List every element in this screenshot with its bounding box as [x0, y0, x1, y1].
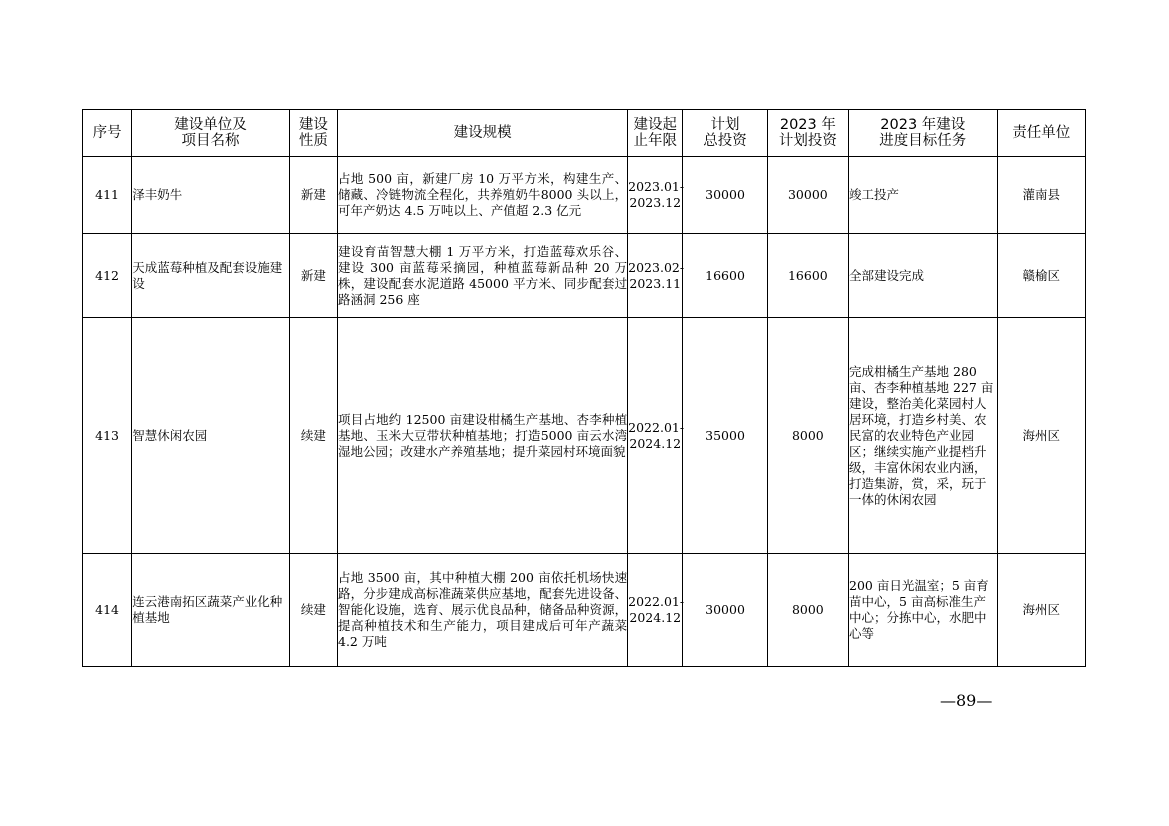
cell-seq: 414 [83, 554, 132, 667]
cell-plan-2023: 8000 [767, 318, 848, 554]
cell-nature: 续建 [289, 554, 337, 667]
cell-project-name: 天成蓝莓种植及配套设施建设 [132, 234, 290, 318]
cell-project-name: 泽丰奶牛 [132, 157, 290, 234]
cell-target: 竣工投产 [849, 157, 998, 234]
table-row [83, 318, 1086, 554]
cell-period: 2022.01- 2024.12 [628, 554, 683, 667]
header-seq: 序号 [83, 110, 132, 157]
table-row [83, 157, 1086, 234]
cell-seq: 412 [83, 234, 132, 318]
cell-nature: 续建 [289, 318, 337, 554]
header-unit-name: 建设单位及 项目名称 [132, 110, 290, 157]
cell-period: 2022.01- 2024.12 [628, 318, 683, 554]
cell-plan-2023: 8000 [767, 554, 848, 667]
cell-total-investment: 30000 [683, 157, 767, 234]
cell-nature: 新建 [289, 157, 337, 234]
cell-scale: 建设育苗智慧大棚 1 万平方米，打造蓝莓欢乐谷、建设 300 亩蓝莓采摘园，种植蓝莓新品种 20 万株，建设配套水泥道路 45000 平方米、同步配套过路涵洞 256 座 [338, 234, 628, 318]
cell-period: 2023.02- 2023.11 [628, 234, 683, 318]
header-responsible: 责任单位 [997, 110, 1085, 157]
cell-responsible: 海州区 [997, 554, 1085, 667]
table-header-row [83, 110, 1086, 157]
cell-plan-2023: 16600 [767, 234, 848, 318]
header-plan-2023: 2023 年 计划投资 [767, 110, 848, 157]
cell-seq: 413 [83, 318, 132, 554]
cell-scale: 占地 500 亩，新建厂房 10 万平方米，构建生产、储藏、冷链物流全程化，共养殖奶牛8000 头以上，可年产奶达 4.5 万吨以上、产值超 2.3 亿元 [338, 157, 628, 234]
header-nature: 建设 性质 [289, 110, 337, 157]
cell-plan-2023: 30000 [767, 157, 848, 234]
cell-responsible: 赣榆区 [997, 234, 1085, 318]
table-row [83, 554, 1086, 667]
cell-target: 全部建设完成 [849, 234, 998, 318]
cell-scale: 占地 3500 亩，其中种植大棚 200 亩依托机场快速路，分步建成高标准蔬菜供应基地，配套先进设备、智能化设施，选育、展示优良品种，储备品种资源，提高种植技术和生产能力，项目建成后可年产蔬菜 4.2 万吨 [338, 554, 628, 667]
project-table [82, 109, 1086, 667]
header-target-2023: 2023 年建设 进度目标任务 [849, 110, 998, 157]
cell-total-investment: 35000 [683, 318, 767, 554]
cell-nature: 新建 [289, 234, 337, 318]
header-scale: 建设规模 [338, 110, 628, 157]
cell-total-investment: 16600 [683, 234, 767, 318]
cell-total-investment: 30000 [683, 554, 767, 667]
cell-project-name: 智慧休闲农园 [132, 318, 290, 554]
header-period: 建设起 止年限 [628, 110, 683, 157]
header-total-investment: 计划 总投资 [683, 110, 767, 157]
cell-seq: 411 [83, 157, 132, 234]
cell-period: 2023.01- 2023.12 [628, 157, 683, 234]
cell-target: 完成柑橘生产基地 280 亩、杏李种植基地 227 亩建设，整治美化菜园村人居环境，打造乡村美、农民富的农业特色产业园区；继续实施产业提档升级，丰富休闲农业内涵，打造集游，赏，采，玩于一体的休闲农园 [849, 318, 998, 554]
cell-target: 200 亩日光温室；5 亩育苗中心，5 亩高标准生产中心；分拣中心，水肥中心等 [849, 554, 998, 667]
cell-responsible: 灌南县 [997, 157, 1085, 234]
page-number: —89— [940, 691, 993, 710]
cell-project-name: 连云港南拓区蔬菜产业化种植基地 [132, 554, 290, 667]
table-row [83, 234, 1086, 318]
cell-responsible: 海州区 [997, 318, 1085, 554]
cell-scale: 项目占地约 12500 亩建设柑橘生产基地、杏李种植基地、玉米大豆带状种植基地；打造5000 亩云水湾湿地公园；改建水产养殖基地；提升菜园村环境面貌 [338, 318, 628, 554]
